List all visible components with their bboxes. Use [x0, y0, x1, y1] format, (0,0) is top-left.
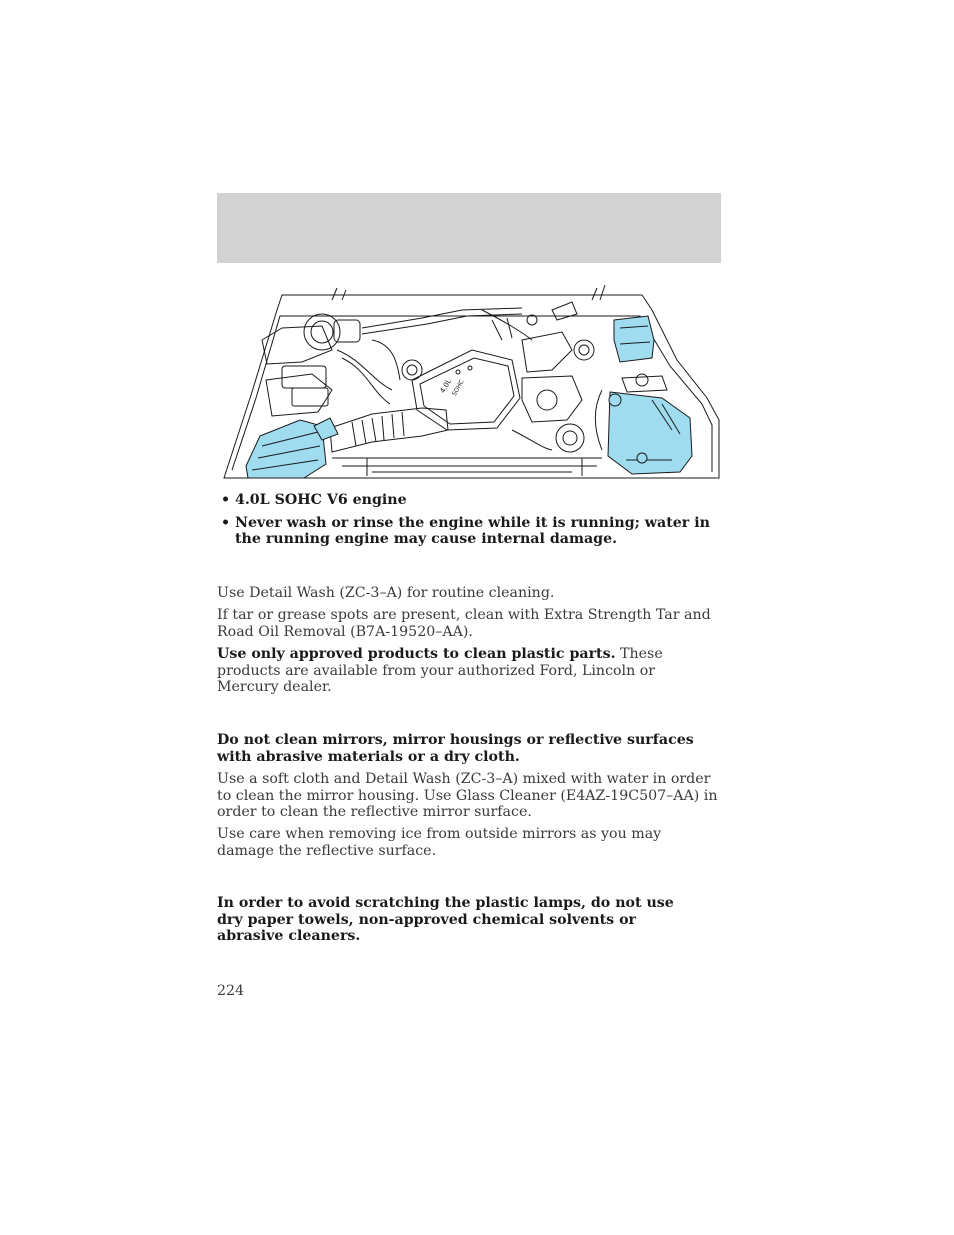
- plastic-approved-warning: Use only approved products to clean plastic parts.: [217, 646, 616, 662]
- engine-bullet-list: [217, 492, 723, 554]
- page-number: 224: [217, 983, 245, 999]
- bullet-icon: •: [221, 492, 231, 508]
- mirrors-warning: Do not clean mirrors, mirror housings or reflective surfaces with abrasive materials or a dry cloth.: [217, 732, 694, 765]
- engine-cover-sublabel: SOHC: [450, 378, 466, 398]
- plastic-tar-grease-text: If tar or grease spots are present, clean with Extra Strength Tar and Road Oil Removal (B7A-19520–AA).: [217, 607, 711, 640]
- list-item: [217, 492, 723, 509]
- mirrors-cleaning-text: Use a soft cloth and Detail Wash (ZC-3–A) mixed with water in order to clean the mirror housing. Use Glass Cleaner (E4AZ-19C507–AA) in order to clean the reflective mirror surface.: [217, 771, 718, 820]
- plastic-approved-products: [217, 646, 721, 696]
- engine-wash-warning: Never wash or rinse the engine while it is running; water in the running engine may cause internal damage.: [235, 514, 710, 547]
- mirrors-ice-text: Use care when removing ice from outside mirrors as you may damage the reflective surface.: [217, 826, 662, 859]
- engine-compartment-illustration: [222, 280, 720, 482]
- bullet-icon: •: [221, 514, 231, 531]
- section-header-band: [217, 193, 721, 263]
- list-item: [217, 515, 723, 548]
- plastic-routine-cleaning: Use Detail Wash (ZC-3–A) for routine cleaning.: [217, 585, 555, 601]
- engine-cover-label: 4.0L: [438, 377, 454, 395]
- plastic-dealer-text: These products are available from your authorized Ford, Lincoln or Mercury dealer.: [217, 646, 663, 695]
- engine-type-text: 4.0L SOHC V6 engine: [235, 492, 407, 508]
- lamps-warning: In order to avoid scratching the plastic lamps, do not use dry paper towels, non-approved chemical solvents or abrasive cleaners.: [217, 895, 674, 944]
